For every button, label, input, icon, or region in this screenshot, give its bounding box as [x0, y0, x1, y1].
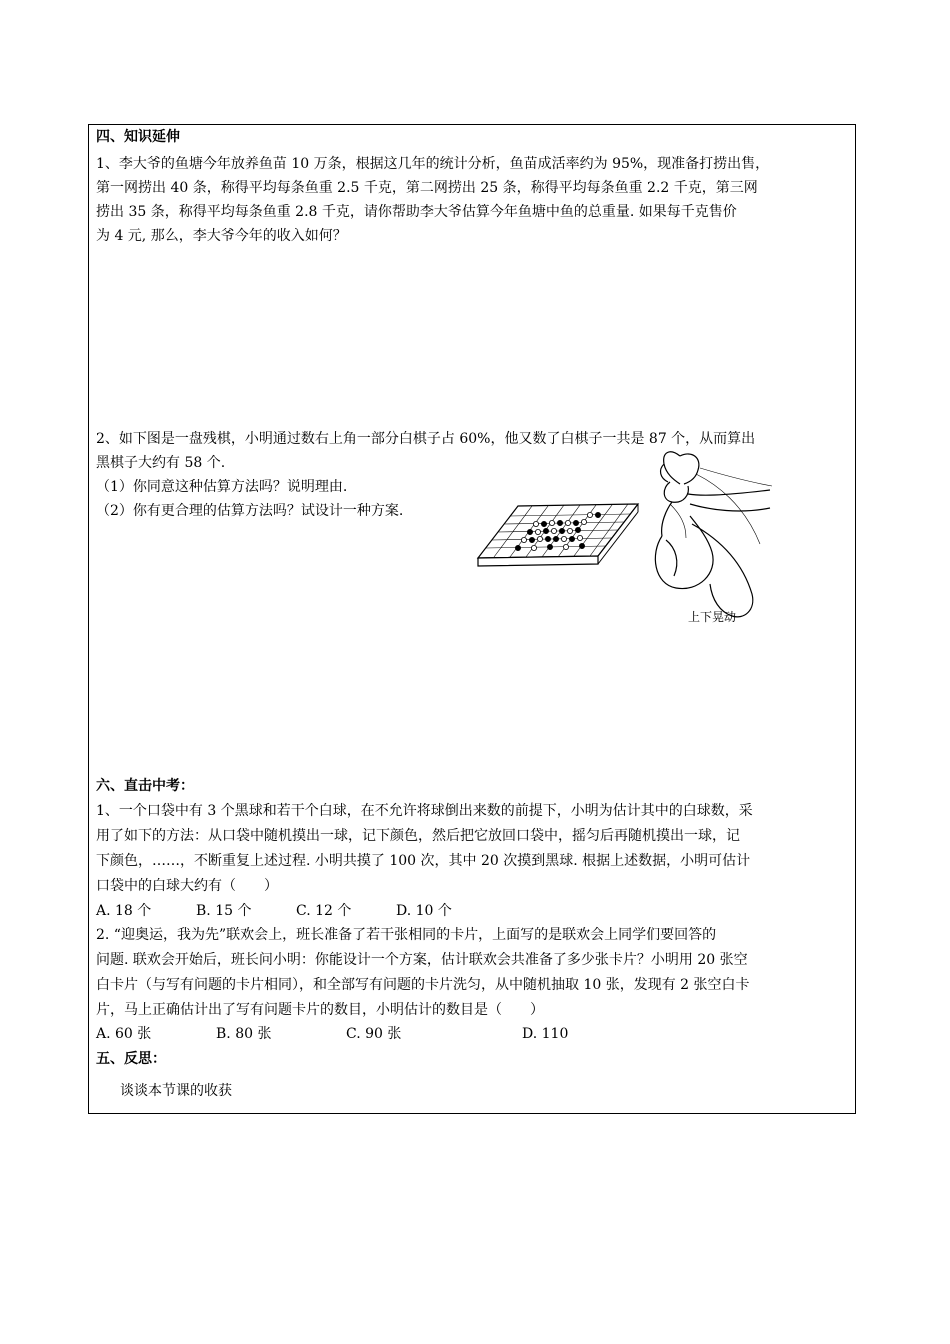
answer-options	[96, 1025, 568, 1044]
sub-question: （2）你有更合理的估算方法吗？试设计一种方案.	[96, 503, 404, 519]
option-c: C. 12 个	[296, 903, 352, 919]
question-line: 口袋中的白球大约有（ ）	[96, 878, 278, 894]
hand-shaking-bag-illustration	[640, 444, 780, 630]
sub-question: （1）你同意这种估算方法吗？说明理由.	[96, 479, 348, 495]
option-c: C. 90 张	[346, 1026, 402, 1042]
figure-caption: 上下晃动	[688, 610, 737, 624]
option-b: B. 15 个	[196, 903, 252, 919]
question-line: 白卡片（与写有问题的卡片相同），和全部写有问题的卡片洗匀，从中随机抽取 10 张，发现有 2 张空白卡	[96, 977, 750, 993]
question-line: 片，马上正确估计出了写有问题卡片的数目，小明估计的数目是（ ）	[96, 1002, 544, 1018]
question-line: 黑棋子大约有 58 个.	[96, 455, 226, 471]
option-d: D. 10 个	[396, 903, 452, 919]
question-line: 问题. 联欢会开始后，班长问小明：你能设计一个方案，估计联欢会共准备了多少张卡片？小明用 20 张空	[96, 952, 748, 968]
option-b: B. 80 张	[216, 1026, 272, 1042]
option-a: A. 60 张	[96, 1026, 152, 1042]
reflection-prompt: 谈谈本节课的收获	[120, 1083, 232, 1099]
question-line: 2、如下图是一盘残棋，小明通过数右上角一部分白棋子占 60%，他又数了白棋子一共是 87 个，从而算出	[96, 431, 756, 447]
question-line: 下颜色，……，不断重复上述过程. 小明共摸了 100 次，其中 20 次摸到黑球. 根据上述数据，小明可估计	[96, 853, 751, 869]
question-line: 1、一个口袋中有 3 个黑球和若干个白球，在不允许将球倒出来数的前提下，小明为估计其中的白球数，采	[96, 803, 753, 819]
go-board-illustration	[474, 498, 640, 574]
section-heading-extension: 四、知识延伸	[96, 129, 180, 145]
section-heading-reflection: 五、反思：	[96, 1051, 166, 1067]
question-line: 捞出 35 条，称得平均每条鱼重 2.8 千克，请你帮助李大爷估算今年鱼塘中鱼的总重量. 如果每千克售价	[96, 204, 737, 220]
question-line: 用了如下的方法：从口袋中随机摸出一球，记下颜色，然后把它放回口袋中，摇匀后再随机摸出一球，记	[96, 828, 740, 844]
answer-options	[96, 902, 452, 921]
question-line: 1、李大爷的鱼塘今年放养鱼苗 10 万条，根据这几年的统计分析，鱼苗成活率约为 95%，现准备打捞出售，	[96, 156, 770, 172]
section-heading-exam: 六、直击中考：	[96, 778, 194, 794]
question-line: 第一网捞出 40 条，称得平均每条鱼重 2.5 千克，第二网捞出 25 条，称得平均每条鱼重 2.2 千克，第三网	[96, 180, 758, 196]
option-d: D. 110	[522, 1026, 569, 1042]
question-line: 2. “迎奥运，我为先”联欢会上，班长准备了若干张相同的卡片，上面写的是联欢会上同学们要回答的	[96, 927, 717, 943]
option-a: A. 18 个	[96, 903, 152, 919]
question-line: 为 4 元, 那么，李大爷今年的收入如何？	[96, 228, 347, 244]
